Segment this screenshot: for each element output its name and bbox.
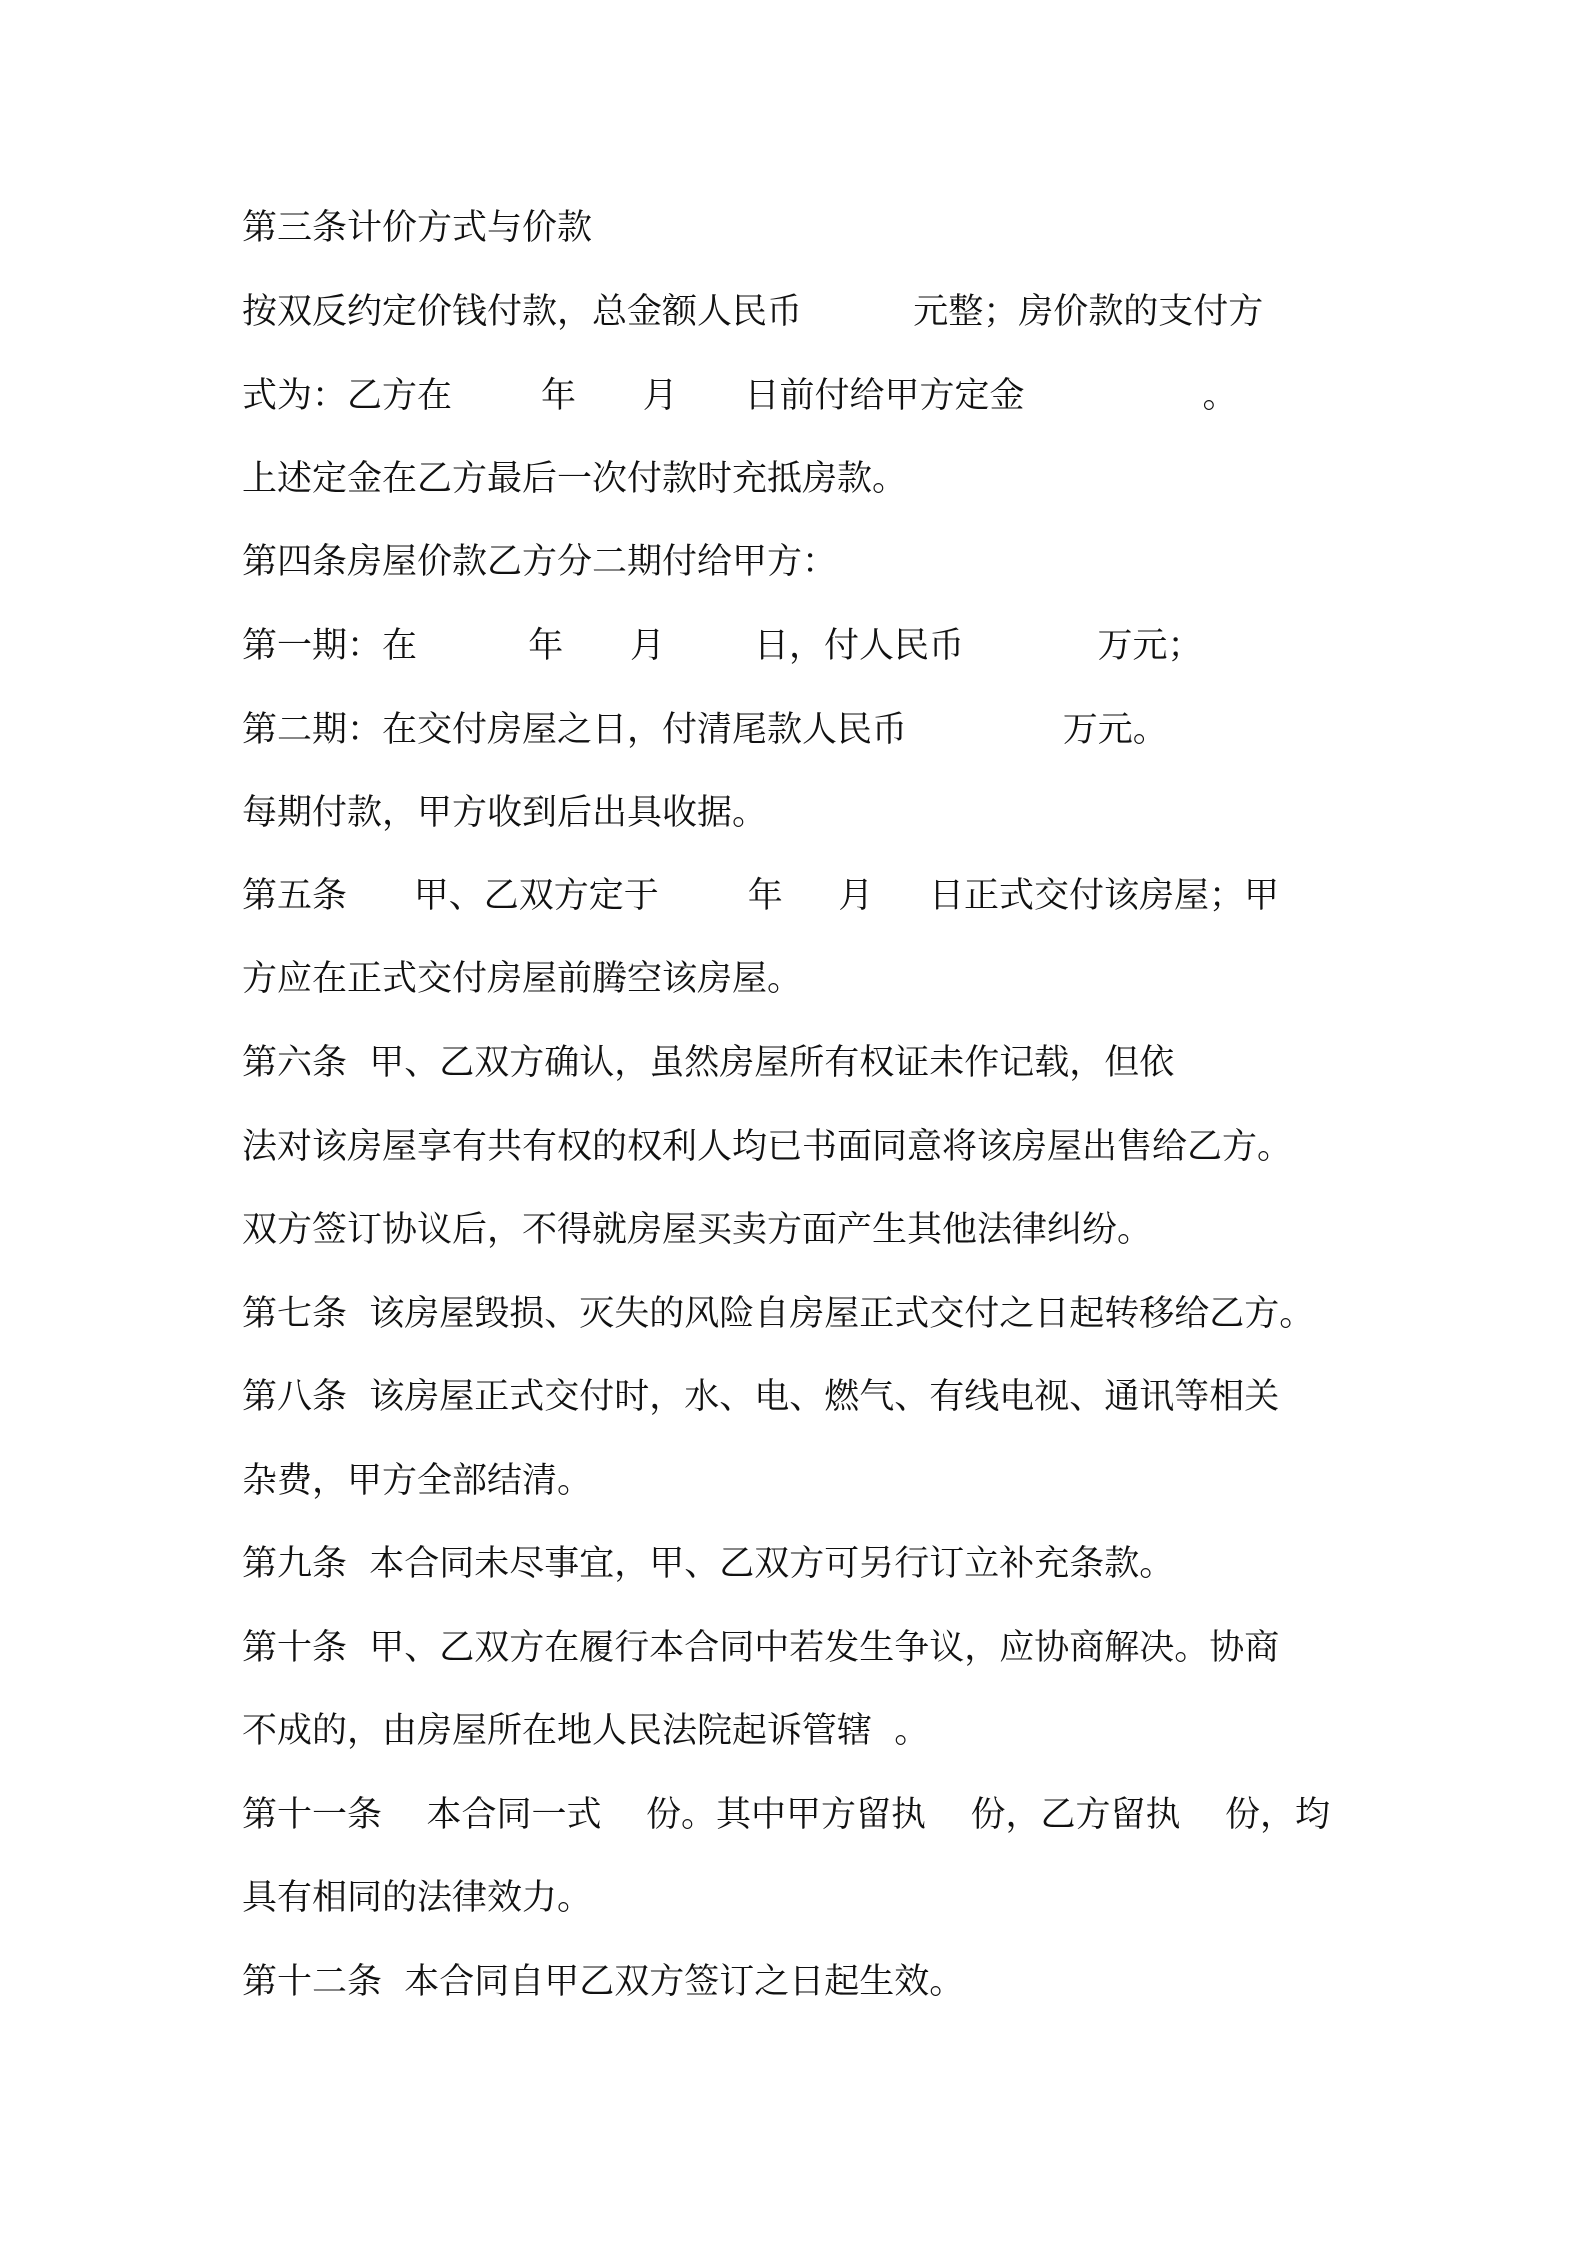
clause-5-line-2: 方应在正式交付房屋前腾空该房屋。 xyxy=(242,959,803,999)
clause-11-line-2: 具有相同的法律效力。 xyxy=(242,1878,593,1918)
clause-4-title: 第四条房屋价款乙方分二期付给甲方： xyxy=(242,542,838,582)
clause-6-line-1: 第六条 甲、乙双方确认，虽然房屋所有权证未作记载，但依 xyxy=(242,1043,1175,1083)
clause-3-line-2: 式为：乙方在 年 月 日前付给甲方定金 。 xyxy=(242,376,1238,416)
clause-3-line-3: 上述定金在乙方最后一次付款时充抵房款。 xyxy=(242,459,908,499)
clause-11-line-1: 第十一条 本合同一式 份。其中甲方留执 份，乙方留执 份，均 xyxy=(242,1795,1331,1835)
clause-6-line-3: 双方签订协议后，不得就房屋买卖方面产生其他法律纠纷。 xyxy=(242,1210,1153,1250)
clause-10-line-2: 不成的，由房屋所在地人民法院起诉管辖 。 xyxy=(242,1711,930,1751)
clause-12: 第十二条 本合同自甲乙双方签订之日起生效。 xyxy=(242,1962,965,2002)
clause-5-line-1: 第五条 甲、乙双方定于 年 月 日正式交付该房屋；甲 xyxy=(242,876,1280,916)
clause-9: 第九条 本合同未尽事宜，甲、乙双方可另行订立补充条款。 xyxy=(242,1544,1175,1584)
clause-4-installment-1: 第一期：在 年 月 日，付人民币 万元； xyxy=(242,626,1203,666)
clause-4-receipt: 每期付款，甲方收到后出具收据。 xyxy=(242,793,768,833)
clause-3-title: 第三条计价方式与价款 xyxy=(242,208,593,248)
clause-6-line-2: 法对该房屋享有共有权的权利人均已书面同意将该房屋出售给乙方。 xyxy=(242,1127,1293,1167)
clause-4-installment-2: 第二期：在交付房屋之日，付清尾款人民币 万元。 xyxy=(242,710,1168,750)
clause-7: 第七条 该房屋毁损、灭失的风险自房屋正式交付之日起转移给乙方。 xyxy=(242,1294,1315,1334)
clause-8-line-2: 杂费，甲方全部结清。 xyxy=(242,1461,593,1501)
clause-3-line-1: 按双反约定价钱付款，总金额人民币 元整；房价款的支付方 xyxy=(242,292,1264,332)
clause-10-line-1: 第十条 甲、乙双方在履行本合同中若发生争议，应协商解决。协商 xyxy=(242,1628,1280,1668)
clause-8-line-1: 第八条 该房屋正式交付时，水、电、燃气、有线电视、通讯等相关 xyxy=(242,1377,1280,1417)
